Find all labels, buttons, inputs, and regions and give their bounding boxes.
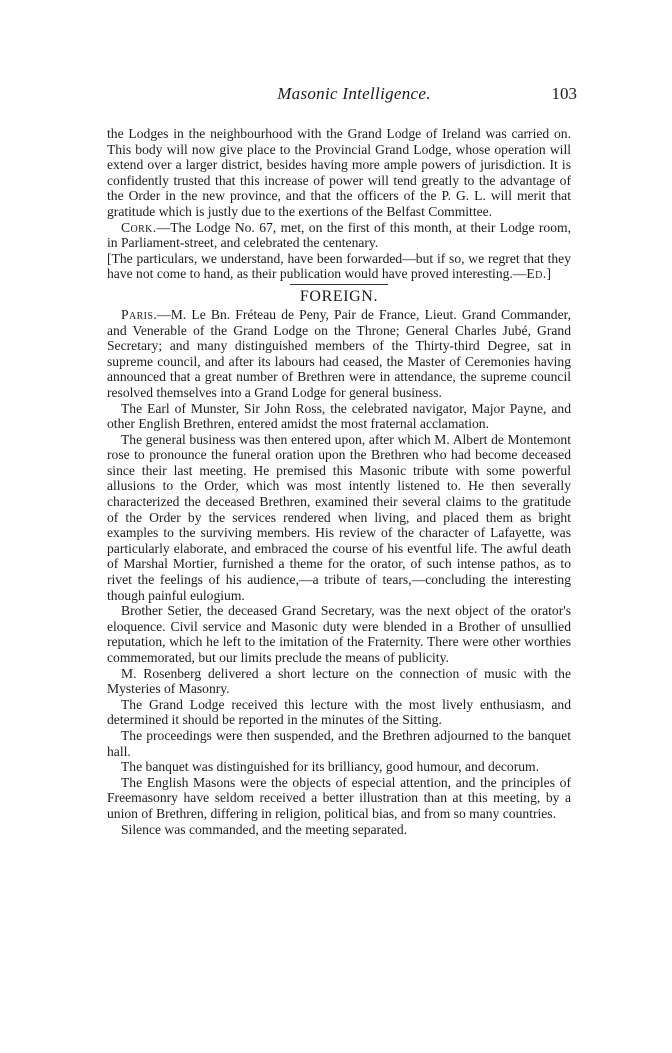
- place-lead-paris: Paris.: [121, 306, 158, 322]
- paragraph-paris: [107, 307, 571, 401]
- paragraph-rosenberg: M. Rosenberg delivered a short lecture on the connection of music with the Mysteries of Masonry.: [107, 665, 571, 697]
- running-title: Masonic Intelligence.: [277, 84, 431, 103]
- paragraph-belfast-continuation: the Lodges in the neighbourhood with the Grand Lodge of Ireland was carried on. This body will now give place to the Provincial Grand Lodge, whose operation will extend over a larger district, besides having more ample powers of jurisdiction. It is confidently trusted that this increase of power will tend greatly to the advantage of the Order in the new province, and that the officers of the P. G. L. will merit that gratitude which is justly due to the exertions of the Belfast Committee.: [107, 126, 571, 219]
- place-lead-cork: Cork.: [121, 219, 157, 235]
- paragraph-silence: Silence was commanded, and the meeting separated.: [121, 821, 408, 837]
- editor-note-text: [The particulars, we understand, have been forwarded—but if so, we regret that they have not come to hand, as their publication would have proved interesting.—: [107, 250, 571, 282]
- editor-note-close: ]: [546, 266, 552, 282]
- paragraph-setier: Brother Setier, the deceased Grand Secretary, was the next object of the orator's eloquence. Civil service and Masonic duty were blended in a Brother of unsullied reputation, which he left to the imitation of the Fraternity. There were other worthies commemorated, but our limits preclude the means of publicity.: [107, 603, 571, 665]
- cork-text: —The Lodge No. 67, met, on the first of this month, at their Lodge room, in Parliament-street, and celebrated the centenary.: [107, 219, 571, 251]
- editor-note: [107, 251, 571, 282]
- paragraph-cork: [107, 220, 571, 251]
- page-number: 103: [551, 84, 577, 103]
- paragraph-proceedings: The proceedings were then suspended, and the Brethren adjourned to the banquet hall.: [107, 727, 571, 759]
- paris-text: —M. Le Bn. Fréteau de Peny, Pair de France, Lieut. Grand Commander, and Venerable of the Grand Lodge on the Throne; General Charles Jubé, Grand Secretary; and many distinguished members of the Thirty-third Degree, sat in supreme council, and after its labours had ceased, the Master of Ceremonies having announced that a great number of Brethren were in attendance, the supreme council resolved themselves into a Grand Lodge for general business.: [107, 306, 571, 400]
- running-head: [107, 84, 577, 106]
- paragraph-lecture: The Grand Lodge received this lecture with the most lively enthusiasm, and determined it should be reported in the minutes of the Sitting.: [107, 696, 571, 728]
- section-divider: [290, 284, 388, 285]
- paragraph-banquet: The banquet was distinguished for its brilliancy, good humour, and decorum.: [121, 759, 540, 775]
- page: [107, 84, 577, 837]
- section-heading-foreign: FOREIGN.: [299, 287, 379, 305]
- paragraph-munster: The Earl of Munster, Sir John Ross, the celebrated navigator, Major Payne, and other English Brethren, entered amidst the most fraternal acclamation.: [107, 400, 571, 432]
- editor-note-signature: Ed.: [526, 266, 547, 282]
- paragraph-general-business: The general business was then entered upon, after which M. Albert de Montemont rose to pronounce the funeral oration upon the Brethren who had become deceased since their last meeting. He premised this Masonic tribute with some powerful allusions to the Order, which was most intently listened to. He then severally characterized the deceased Brethren, examined their several claims to the gratitude of the Order by the services rendered when living, and placed them as bright examples to the surviving members. His review of the character of Lafayette, was particularly elaborate, and embraced the course of his eventful life. The awful death of Marshal Mortier, furnished a theme for the orator, of such intense pathos, as to rivet the feelings of his audience,—a tribute of tears,—concluding the interesting though painful eulogium.: [107, 431, 571, 603]
- paragraph-english-masons: The English Masons were the objects of especial attention, and the principles of Freemasonry have seldom received a better illustration than at this meeting, by a union of Brethren, differing in religion, political bias, and from so many countries.: [107, 774, 571, 821]
- article-body: [107, 126, 571, 837]
